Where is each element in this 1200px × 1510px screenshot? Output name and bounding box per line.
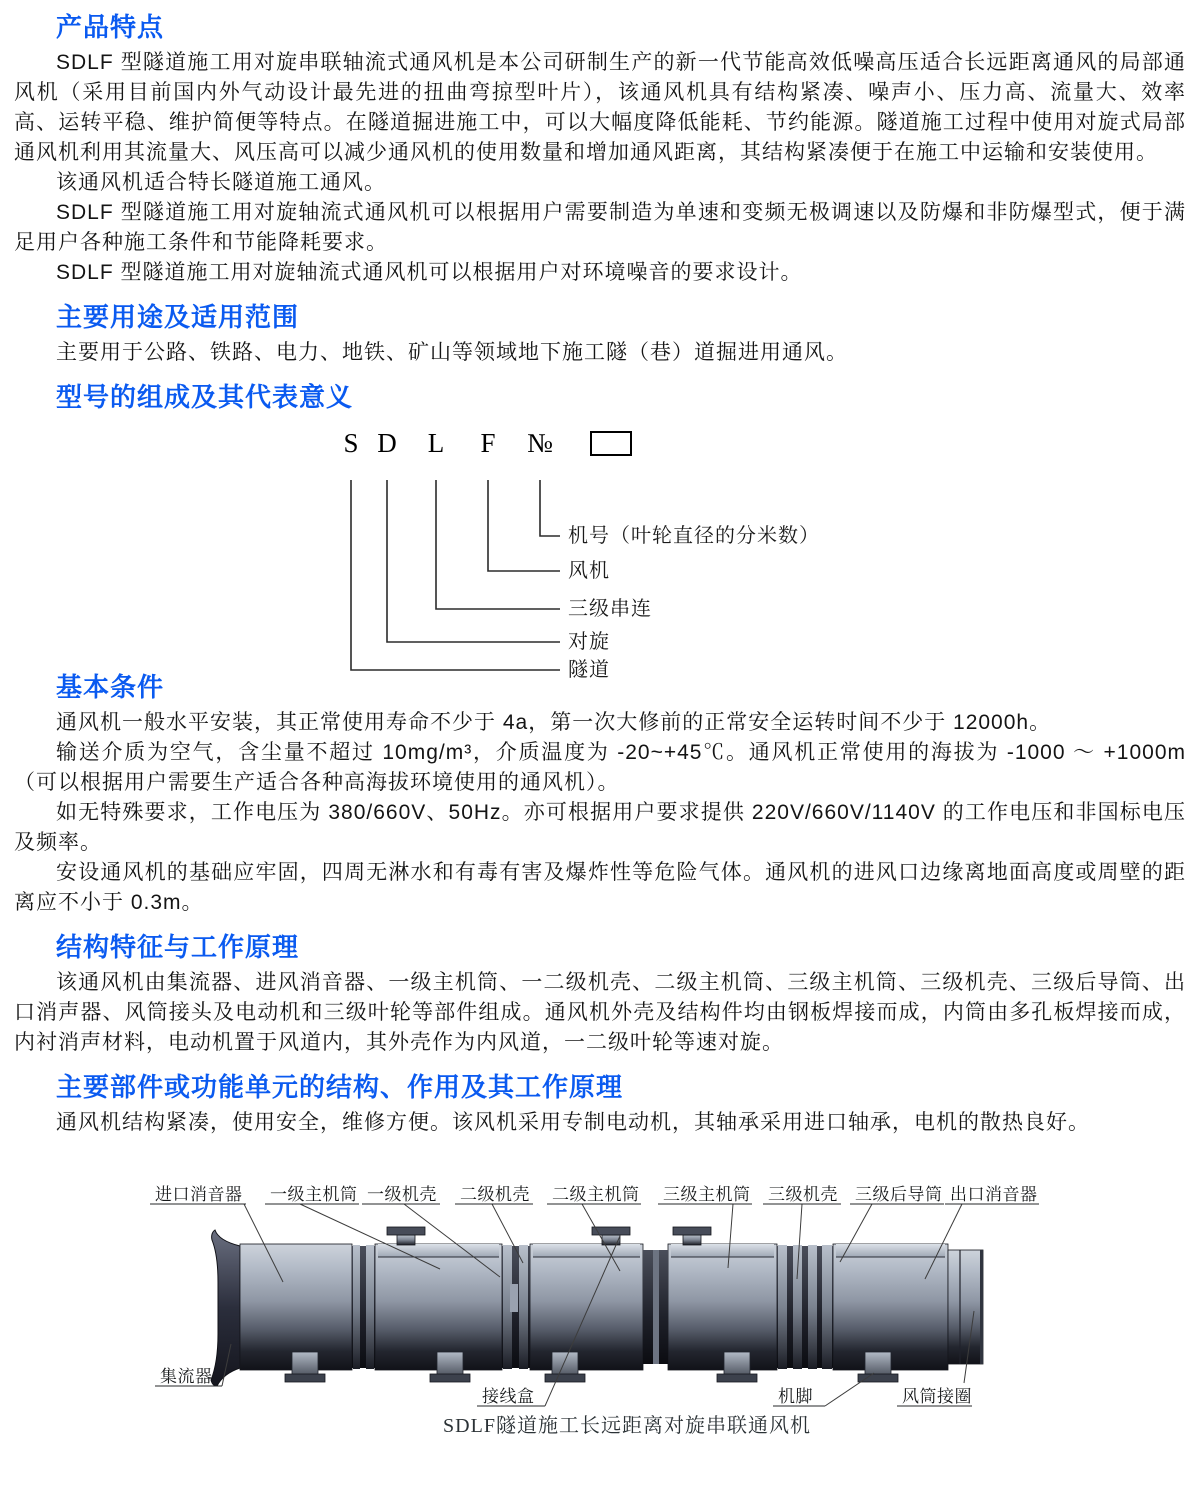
fan-part-label-collector: 集流器: [160, 1367, 213, 1386]
paragraph: 主要用于公路、铁路、电力、地铁、矿山等领域地下施工隧（巷）道掘进用通风。: [56, 341, 848, 364]
section-heading-structure-principle: 结构特征与工作原理: [56, 932, 300, 962]
model-letter-no: №: [527, 428, 553, 458]
fan-body: [211, 1227, 983, 1386]
model-meaning-machine-no: 机号（叶轮直径的分米数）: [568, 525, 820, 547]
fan-part-label-inlet-silencer: 进口消音器: [155, 1185, 243, 1204]
document-page: [14, 10, 1186, 1472]
fan-part-label-stage2-casing: 二级机壳: [460, 1185, 530, 1204]
paragraph: 该通风机由集流器、进风消音器、一级主机筒、一二级机壳、二级主机筒、三级主机筒、三级机壳、三级后导筒、出口消声器、风筒接头及电动机和三级叶轮等部件组成。通风机外壳及结构件均由钢板焊接而成，内筒由多孔板焊接而成，内衬消声材料，电动机置于风道内，其外壳作为内风道，一二级叶轮等速对旋。: [14, 971, 1186, 1054]
paragraph: 该通风机适合特长隧道施工通风。: [56, 171, 386, 194]
fan-part-label-outlet-silencer: 出口消音器: [950, 1185, 1038, 1204]
junction-box: [673, 1227, 711, 1245]
bell-mouth: [211, 1230, 240, 1386]
fan-technical-figure: [14, 1176, 1186, 1472]
fan-part-label-stage1-main-barrel: 一级主机筒: [270, 1185, 358, 1204]
paragraph: 安设通风机的基础应牢固，四周无淋水和有毒有害及爆炸性等危险气体。通风机的进风口边缘离地面高度或周壁的距离应不小于 0.3m。: [14, 861, 1186, 914]
junction-box: [387, 1227, 425, 1245]
paragraph: SDLF 型隧道施工用对旋串联轴流式通风机是本公司研制生产的新一代节能高效低噪高压适合长远距离通风的局部通风机（采用目前国内外气动设计最先进的扭曲弯掠型叶片），该通风机具有结构紧凑、噪声小、压力高、流量大、效率高、运转平稳、维护简便等特点。在隧道掘进施工中，可以大幅度降低能耗、节约能源。隧道施工过程中使用对旋式局部通风机利用其流量大、风压高可以减少通风机的使用数量和增加通风距离，其结构紧凑便于在施工中运输和安装使用。: [14, 51, 1186, 164]
fan-illustration: [14, 1176, 1186, 1472]
junction-box: [592, 1227, 630, 1245]
model-meaning-three-stage: 三级串连: [568, 598, 652, 620]
fan-part-label-machine-foot: 机脚: [778, 1387, 813, 1406]
paragraph: SDLF 型隧道施工用对旋轴流式通风机可以根据用户对环境噪音的要求设计。: [56, 261, 803, 284]
model-letter-f: F: [480, 428, 496, 458]
section-heading-main-components: 主要部件或功能单元的结构、作用及其工作原理: [56, 1072, 624, 1102]
model-letter-d: D: [377, 428, 397, 458]
model-meaning-fan: 风机: [568, 560, 610, 582]
paragraph: 如无特殊要求，工作电压为 380/660V、50Hz。亦可根据用户要求提供 220V/660V/1140V 的工作电压和非国标电压及频率。: [14, 801, 1186, 854]
model-letter-s: S: [343, 428, 359, 458]
fan-part-label-junction-box: 接线盒: [482, 1387, 535, 1406]
fan-part-label-stage1-casing: 一级机壳: [367, 1185, 437, 1204]
paragraph: 输送介质为空气，含尘量不超过 10mg/m³，介质温度为 -20~+45℃。通风机正常使用的海拔为 -1000 ～ +1000m（可以根据用户需要生产适合各种高海拔环境使用的通风机）。: [14, 741, 1186, 794]
section-heading-main-uses: 主要用途及适用范围: [56, 302, 300, 332]
paragraph: 通风机一般水平安装，其正常使用寿命不少于 4a，第一次大修前的正常安全运转时间不少于 12000h。: [56, 711, 1052, 734]
fan-part-label-stage3-rear-guide: 三级后导筒: [855, 1185, 943, 1204]
section-heading-basic-conditions: 基本条件: [56, 672, 165, 702]
fan-part-label-stage3-main-barrel: 三级主机筒: [663, 1185, 751, 1204]
fan-part-label-stage3-casing: 三级机壳: [768, 1185, 838, 1204]
figure-caption: SDLF隧道施工长远距离对旋串联通风机: [443, 1415, 811, 1437]
model-code-diagram: [14, 418, 1186, 681]
duct-connection-ring: [948, 1250, 983, 1364]
section-heading-model-meaning: 型号的组成及其代表意义: [56, 382, 354, 412]
model-meaning-counter-rotating: 对旋: [568, 631, 610, 653]
section-heading-product-features: 产品特点: [56, 12, 165, 42]
model-letter-l: L: [427, 428, 445, 458]
fan-part-label-stage2-main-barrel: 二级主机筒: [552, 1185, 640, 1204]
paragraph: SDLF 型隧道施工用对旋轴流式通风机可以根据用户需要制造为单速和变频无极调速以及防爆和非防爆型式，便于满足用户各种施工条件和节能降耗要求。: [14, 201, 1186, 254]
model-meaning-tunnel: 隧道: [568, 659, 610, 681]
fan-part-label-duct-ring: 风筒接圈: [902, 1387, 972, 1406]
paragraph: 通风机结构紧凑，使用安全，维修方便。该风机采用专制电动机，其轴承采用进口轴承，电机的散热良好。: [56, 1111, 1090, 1134]
